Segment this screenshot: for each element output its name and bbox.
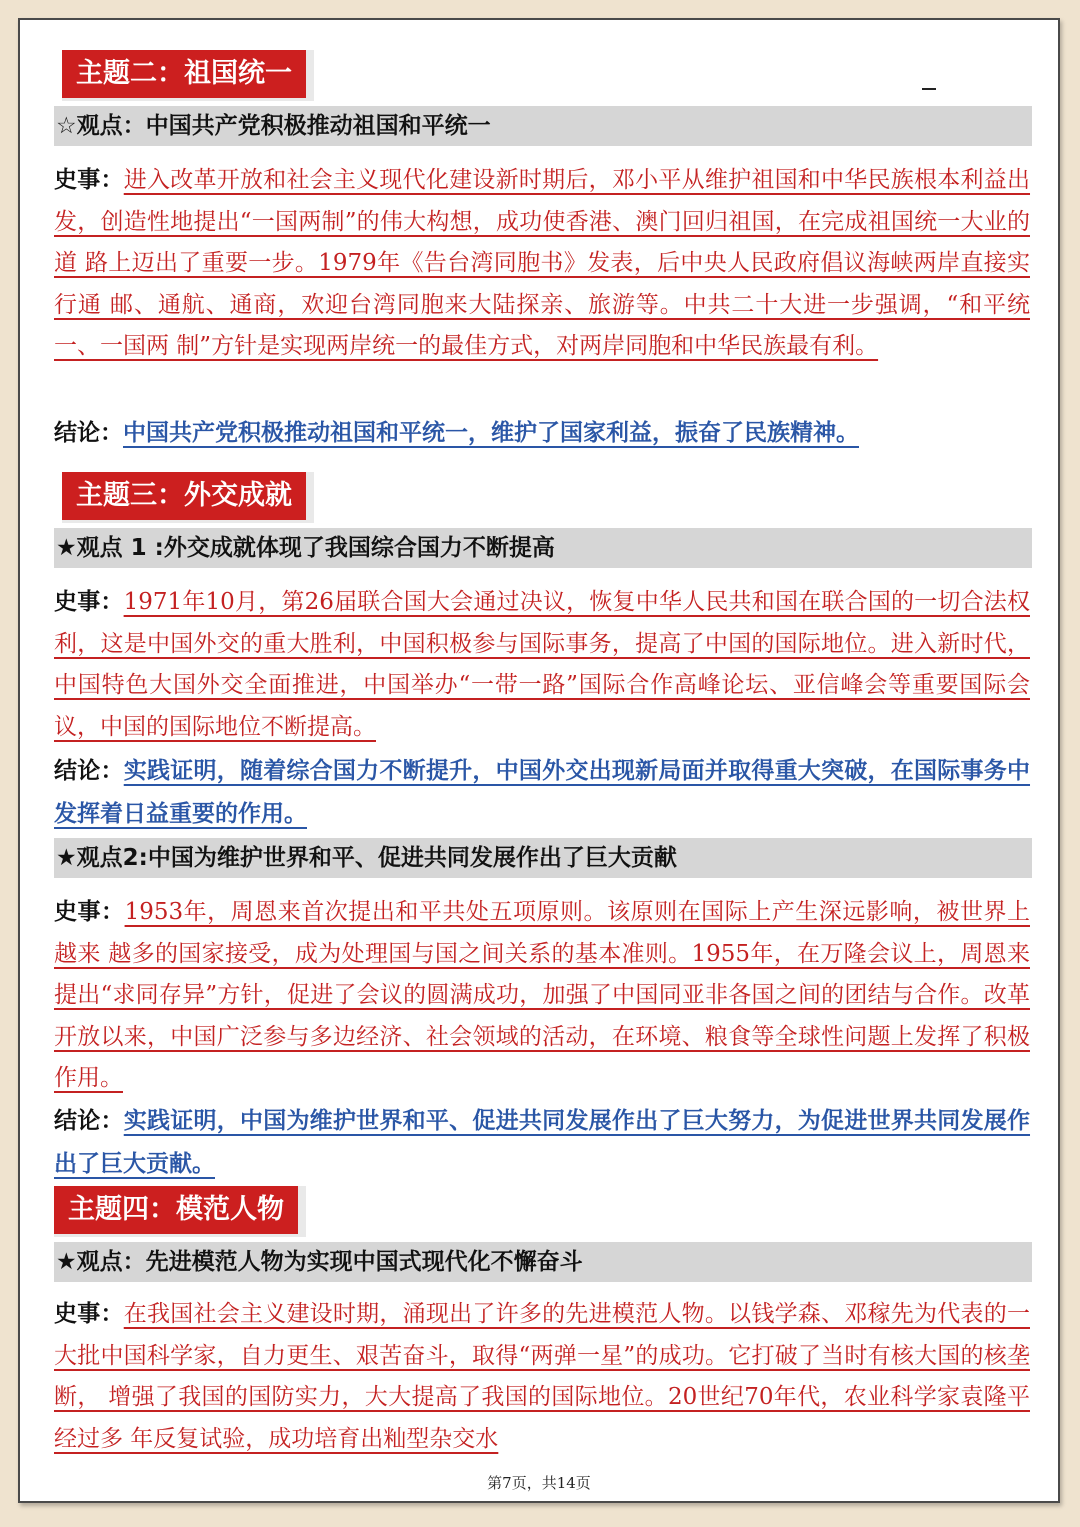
conclusion-label: 结论： (54, 1108, 124, 1134)
conclusion3b-paragraph (54, 1100, 1030, 1185)
conclusion2-text: 中国共产党积极推动祖国和平统一，维护了国家利益，振奋了民族精神。 (123, 419, 859, 446)
fact-label: 史事： (54, 167, 124, 193)
conclusion3b-text: 实践证明，中国为维护世界和平、促进共同发展作出了巨大努力，为促进世界共同发展作出了巨大贡献。 (54, 1107, 1031, 1177)
theme3-heading: 主题三：外交成就 (62, 472, 314, 523)
document-page (18, 18, 1060, 1503)
theme2-heading: 主题二：祖国统一 (62, 50, 314, 101)
fact-label: 史事： (54, 1301, 124, 1327)
fact3b-text: 1953年，周恩来首次提出和平共处五项原则。该原则在国际上产生深远影响，被世界上越来 越多的国家接受，成为处理国与国之间关系的基本准则。1955年，在万隆会议上，周恩来提出“求同存异”方针，促进了会议的圆满成功，加强了中国同亚非各国之间的团结与合作。改革开放以来，中国广泛参与多边经济、社会领域的活动，在环境、粮食等全球性问题上发挥了积极作用。 (54, 899, 1030, 1091)
fact4-text: 在我国社会主义建设时期，涌现出了许多的先进模范人物。以钱学森、邓稼先为代表的一大批中国科学家，自力更生、艰苦奋斗，取得“两弹一星”的成功。它打破了当时有核大国的核垄断， 增强了我国的国防实力，大大提高了我国的国际地位。20世纪70年代，农业科学家袁隆平经过多 年反复试验，成功培育出籼型杂交水 (54, 1301, 1030, 1452)
conclusion-label: 结论： (54, 758, 124, 784)
view3b-heading: ★观点2:中国为维护世界和平、促进共同发展作出了巨大贡献 (54, 838, 1032, 878)
fact3a-text: 1971年10月，第26届联合国大会通过决议，恢复中华人民共和国在联合国的一切合法权利，这是中国外交的重大胜利，中国积极参与国际事务，提高了中国的国际地位。进入新时代，中国特色大国外交全面推进，中国举办“一带一路”国际合作高峰论坛、亚信峰会等重要国际会议，中国的国际地位不断提高。 (54, 589, 1030, 740)
fact-label: 史事： (54, 899, 125, 925)
fact-label: 史事： (54, 589, 124, 615)
view3a-heading: ★观点 1 :外交成就体现了我国综合国力不断提高 (54, 528, 1032, 568)
fact3a-paragraph (54, 582, 1030, 748)
conclusion2-paragraph (54, 412, 1030, 455)
view2-heading: ☆观点：中国共产党积极推动祖国和平统一 (54, 106, 1032, 146)
fact4-paragraph (54, 1294, 1030, 1460)
page-footer: 第7页，共14页 (487, 1474, 591, 1492)
theme4-heading: 主题四：模范人物 (54, 1186, 306, 1237)
view4-heading: ★观点：先进模范人物为实现中国式现代化不懈奋斗 (54, 1242, 1032, 1282)
fact2-text: 进入改革开放和社会主义现代化建设新时期后，邓小平从维护祖国和中华民族根本利益出发，创造性地提出“一国两制”的伟大构想，成功使香港、澳门回归祖国，在完成祖国统一大业的道 路上迈出了重要一步。1979年《告台湾同胞书》发表，后中央人民政府倡议海峡两岸直接实行通 邮、通航、通商，欢迎台湾同胞来大陆探亲、旅游等。中共二十大进一步强调，“和平统一、一国两 制”方针是实现两岸统一的最佳方式，对两岸同胞和中华民族最有利。 (54, 167, 1031, 359)
conclusion3a-text: 实践证明，随着综合国力不断提升，中国外交出现新局面并取得重大突破，在国际事务中发挥着日益重要的作用。 (54, 757, 1031, 827)
conclusion3a-paragraph (54, 750, 1030, 835)
dash-mark (922, 88, 936, 90)
conclusion-label: 结论： (54, 420, 123, 446)
fact2-paragraph (54, 160, 1030, 368)
fact3b-paragraph (54, 892, 1030, 1100)
